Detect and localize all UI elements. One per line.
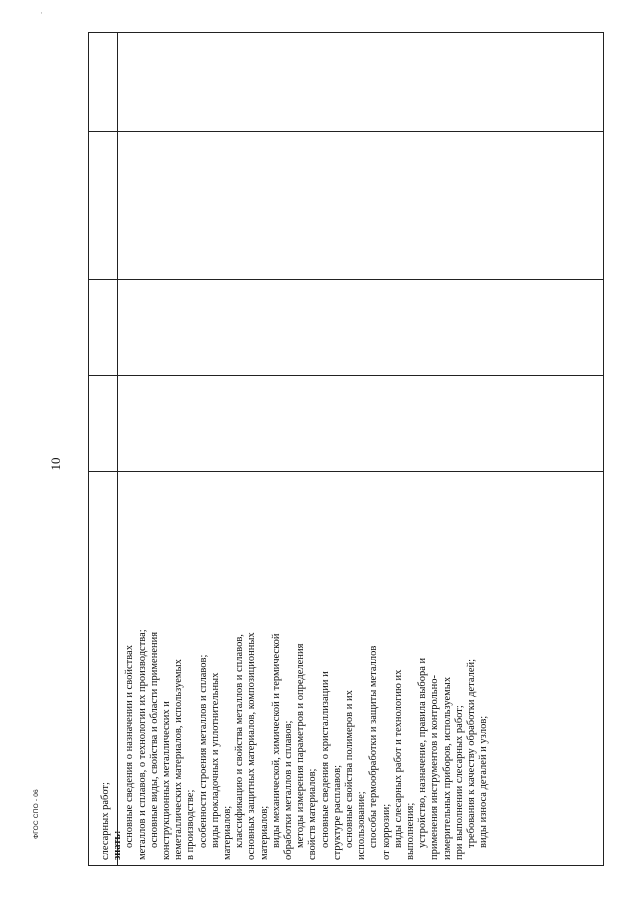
text-line: применения инструментов и контрольно- bbox=[429, 675, 441, 860]
text-line: материалов; bbox=[222, 805, 234, 860]
text-line: основные сведения о назначении и свойствах bbox=[124, 645, 136, 848]
table-row-divider bbox=[89, 375, 603, 376]
text-line: методы измерения параметров и определения bbox=[295, 643, 307, 848]
table-row-divider bbox=[89, 279, 603, 280]
text-line: конструкционных металлических и bbox=[161, 701, 173, 860]
text-line: знать: bbox=[112, 830, 124, 860]
knowledge-requirements-cell bbox=[100, 472, 494, 860]
text-line: способы термообработки и защиты металлов bbox=[368, 645, 380, 848]
text-line: требования к качеству обработки деталей; bbox=[466, 658, 478, 848]
text-line: слесарных работ; bbox=[100, 782, 111, 860]
text-line: свойств материалов; bbox=[307, 768, 319, 860]
text-line: виды износа деталей и узлов; bbox=[478, 715, 490, 848]
text-line: от коррозии; bbox=[380, 803, 392, 860]
text-line: особенности строения металлов и сплавов; bbox=[197, 654, 209, 848]
text-line: структуре расплавов; bbox=[331, 764, 343, 860]
text-line: при выполнении слесарных работ; bbox=[453, 705, 465, 860]
text-line: обработки металлов и сплавов; bbox=[283, 720, 295, 860]
text-line: выполнения; bbox=[405, 802, 417, 860]
page-number: 10 bbox=[48, 457, 63, 471]
text-line: материалов; bbox=[258, 805, 270, 860]
text-line: виды слесарных работ и технологию их bbox=[392, 669, 404, 848]
text-line: виды механической, химической и термической bbox=[270, 633, 282, 848]
text-line: основные свойства полимеров и их bbox=[344, 690, 356, 848]
text-line: измерительных приборов, используемых bbox=[441, 676, 453, 860]
table-row-divider bbox=[89, 131, 603, 132]
text-line: металлов и сплавов, о технологии их производства; bbox=[136, 629, 148, 860]
text-line: классификацию и свойства металлов и сплавов, bbox=[234, 634, 246, 848]
knowledge-requirements-text bbox=[100, 472, 590, 860]
text-line: неметаллических материалов, используемых bbox=[173, 659, 185, 860]
text-line: устройство, назначение, правила выбора и bbox=[417, 657, 429, 848]
text-line: основные виды, свойства и области применения bbox=[148, 631, 160, 848]
text-line: в производстве; bbox=[185, 789, 197, 860]
text-line: использование; bbox=[356, 791, 368, 860]
text-line: виды прокладочных и уплотнительных bbox=[209, 672, 221, 848]
text-line: основные сведения о кристаллизации и bbox=[319, 671, 331, 848]
text-line: основных защитных материалов, композиционных bbox=[246, 632, 258, 860]
document-footer-label: ФГОС СПО - 06 bbox=[32, 789, 40, 839]
scan-tick-mark: · bbox=[40, 8, 43, 18]
